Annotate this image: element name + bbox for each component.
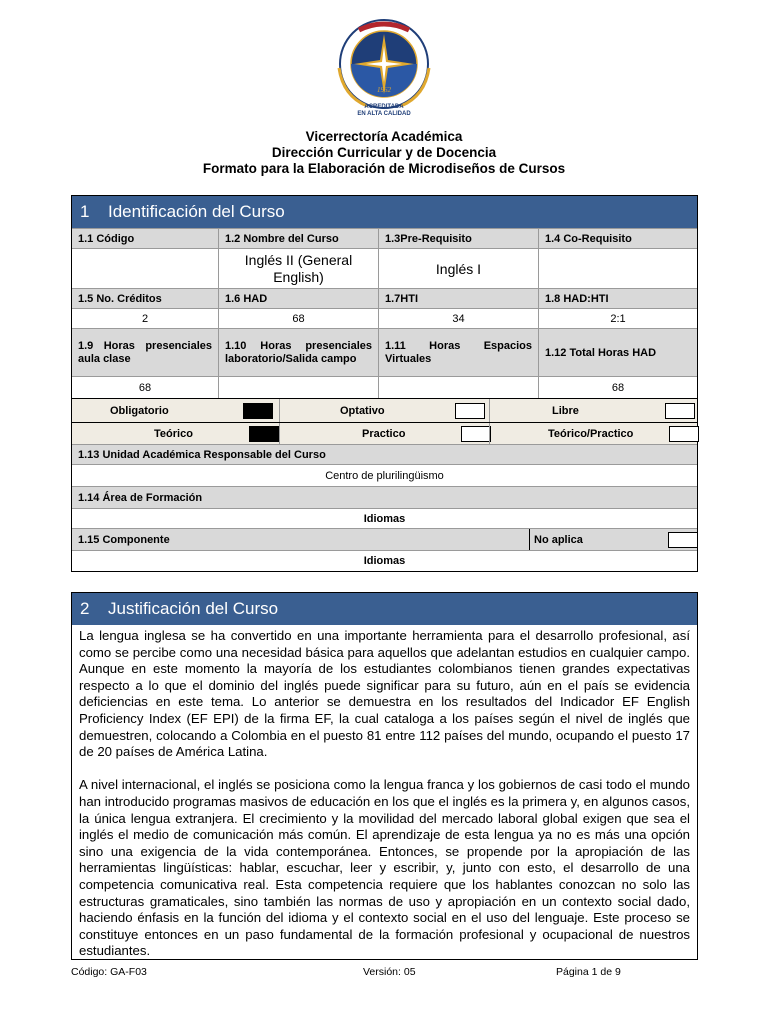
value-had-hti: 2:1 [538,309,697,328]
practico-checkbox[interactable] [461,426,491,442]
value-corequisito [538,249,697,288]
row-unidad-value [72,464,697,486]
logo-year: 1962 [377,86,391,94]
section1-title: Identificación del Curso [108,202,285,221]
row-codes-labels [72,228,697,248]
logo-caption [320,104,448,118]
obligatorio-checkbox-checked[interactable] [243,403,273,419]
header-line1: Vicerrectoría Académica [305,129,463,144]
label-had: 1.6 HAD [218,289,378,308]
value-horas-lab [218,377,378,398]
section2-heading [72,593,697,625]
label-hti: 1.7HTI [378,289,538,308]
label-corequisito: 1.4 Co-Requisito [538,229,697,248]
footer-version: Versión: 05 [363,966,416,978]
header-line3: Formato para la Elaboración de Microdiseños de Cursos [202,161,566,176]
label-total-had: 1.12 Total Horas HAD [538,329,697,376]
header-line2: Dirección Curricular y de Docencia [271,145,497,160]
row-unidad-label [72,444,697,464]
value-total-had: 68 [538,377,697,398]
justification-text [71,624,698,960]
row-area-value [72,508,697,528]
footer-pagina: Página 1 de 9 [556,966,621,978]
row-componente-label [72,528,697,550]
value-hti: 34 [378,309,538,328]
label-nombre: 1.2 Nombre del Curso [218,229,378,248]
teorico-practico-label: Teórico/Practico [548,427,634,440]
row-course-type [72,398,697,422]
row-codes-values [72,248,697,288]
logo-caption-line1: ACREDITADA [364,104,404,110]
practico-label: Practico [362,427,406,440]
label-codigo: 1.1 Código [72,229,218,248]
label-unidad: 1.13 Unidad Académica Responsable del Curso [72,445,697,464]
libre-label: Libre [552,404,579,417]
section1-number: 1 [80,202,90,221]
footer-codigo: Código: GA-F03 [71,966,147,978]
label-horas-lab: 1.10 Horas presenciales laboratorio/Salida campo [218,329,378,376]
option-libre[interactable] [489,399,697,422]
option-optativo[interactable] [279,399,489,422]
document-header [0,129,768,177]
justification-paragraph-1: La lengua inglesa se ha convertido en una importante herramienta para el desarrollo profesional, así como se percibe como una necesidad básica para aquellos que adelantan estudios en cualquier campo. Aunque en este momento la mayoría de los estudiantes colombianos tienen grandes expectativas respecto a lo que el dominio del inglés puede significar para su futuro, aún en el país se evidencia deficiencias en este tema. Lo anterior se demuestra en los resultados del Indicador EF English Proficiency Index (EF EPI) de la firma EF, la cual cataloga a los países según el nivel de inglés que demuestren, colocando a Colombia en el puesto 81 entre 112 países del mundo, ocupando el puesto 17 de 20 países de América Latina. [79,628,690,760]
row-componente-value [72,550,697,571]
value-area: Idiomas [363,512,406,525]
no-aplica-checkbox[interactable] [668,532,698,548]
option-obligatorio[interactable] [72,399,279,422]
section-justificacion [71,592,698,625]
optativo-checkbox[interactable] [455,403,485,419]
optativo-label: Optativo [340,404,385,417]
value-codigo [72,249,218,288]
row-hours-values [72,308,697,328]
teorico-checkbox-checked[interactable] [249,426,279,442]
value-horas-aula: 68 [138,381,152,394]
row-hours-labels [72,288,697,308]
section1-heading [72,196,697,228]
label-had-hti: 1.8 HAD:HTI [538,289,697,308]
label-horas-virtuales: 1.11 Horas Espacios Virtuales [378,329,538,376]
value-had: 68 [218,309,378,328]
value-componente: Idiomas [363,555,406,567]
row-course-modality [72,422,697,444]
value-unidad: Centro de plurilingüismo [325,469,444,482]
page-footer [71,966,698,980]
value-creditos: 2 [141,312,149,325]
row-area-label [72,486,697,508]
obligatorio-label: Obligatorio [110,404,169,417]
value-prerequisito: Inglés I [378,249,538,288]
label-creditos: 1.5 No. Créditos [72,289,218,308]
libre-checkbox[interactable] [665,403,695,419]
no-aplica-label: No aplica [534,533,583,546]
teorico-label: Teórico [154,427,193,440]
label-prerequisito: 1.3Pre-Requisito [378,229,538,248]
row-presencial-labels [72,328,697,376]
row-presencial-values [72,376,697,398]
section-identificacion [71,195,698,572]
option-practico[interactable] [279,423,489,444]
option-no-aplica[interactable] [529,529,697,550]
teorico-practico-checkbox[interactable] [669,426,699,442]
label-area: 1.14 Área de Formación [72,487,697,508]
value-nombre: Inglés II (General English) [218,249,378,288]
section2-number: 2 [80,599,90,618]
option-teorico-practico[interactable] [489,423,697,444]
label-componente: 1.15 Componente [72,529,529,550]
justification-paragraph-2: A nivel internacional, el inglés se posiciona como la lengua franca y los gobiernos de casi todo el mundo han introducido programas masivos de educación en los que el inglés es la primera y, en algunos casos, la única lengua extranjera. El crecimiento y la movilidad del mercado laboral global exigen que sea el inglés el medio de comunicación más común. El aprendizaje de esta lengua ya no es más una opción sino una exigencia de la vida contemporánea. Entonces, se propende por la apropiación de las herramientas lingüísticas: hablar, escuchar, leer y escribir, y, junto con esto, el desarrollo de una competencia comunicativa real. Esta competencia requiere que los hablantes conozcan no solo las estructuras gramaticales, sino también las normas de uso y apropiación en un contexto social dado, haciendo énfasis en la función del idioma y el contexto social en el uso del lenguaje. Este proceso se constituye entonces en un paso fundamental de la formación profesional y ocupacional de nuestros estudiantes. [79,777,690,959]
option-teorico[interactable] [72,423,279,444]
section2-title: Justificación del Curso [108,599,279,618]
logo-caption-line2: EN ALTA CALIDAD [357,111,411,117]
label-horas-aula: 1.9 Horas presenciales aula clase [72,329,218,376]
value-horas-virtuales [378,377,538,398]
